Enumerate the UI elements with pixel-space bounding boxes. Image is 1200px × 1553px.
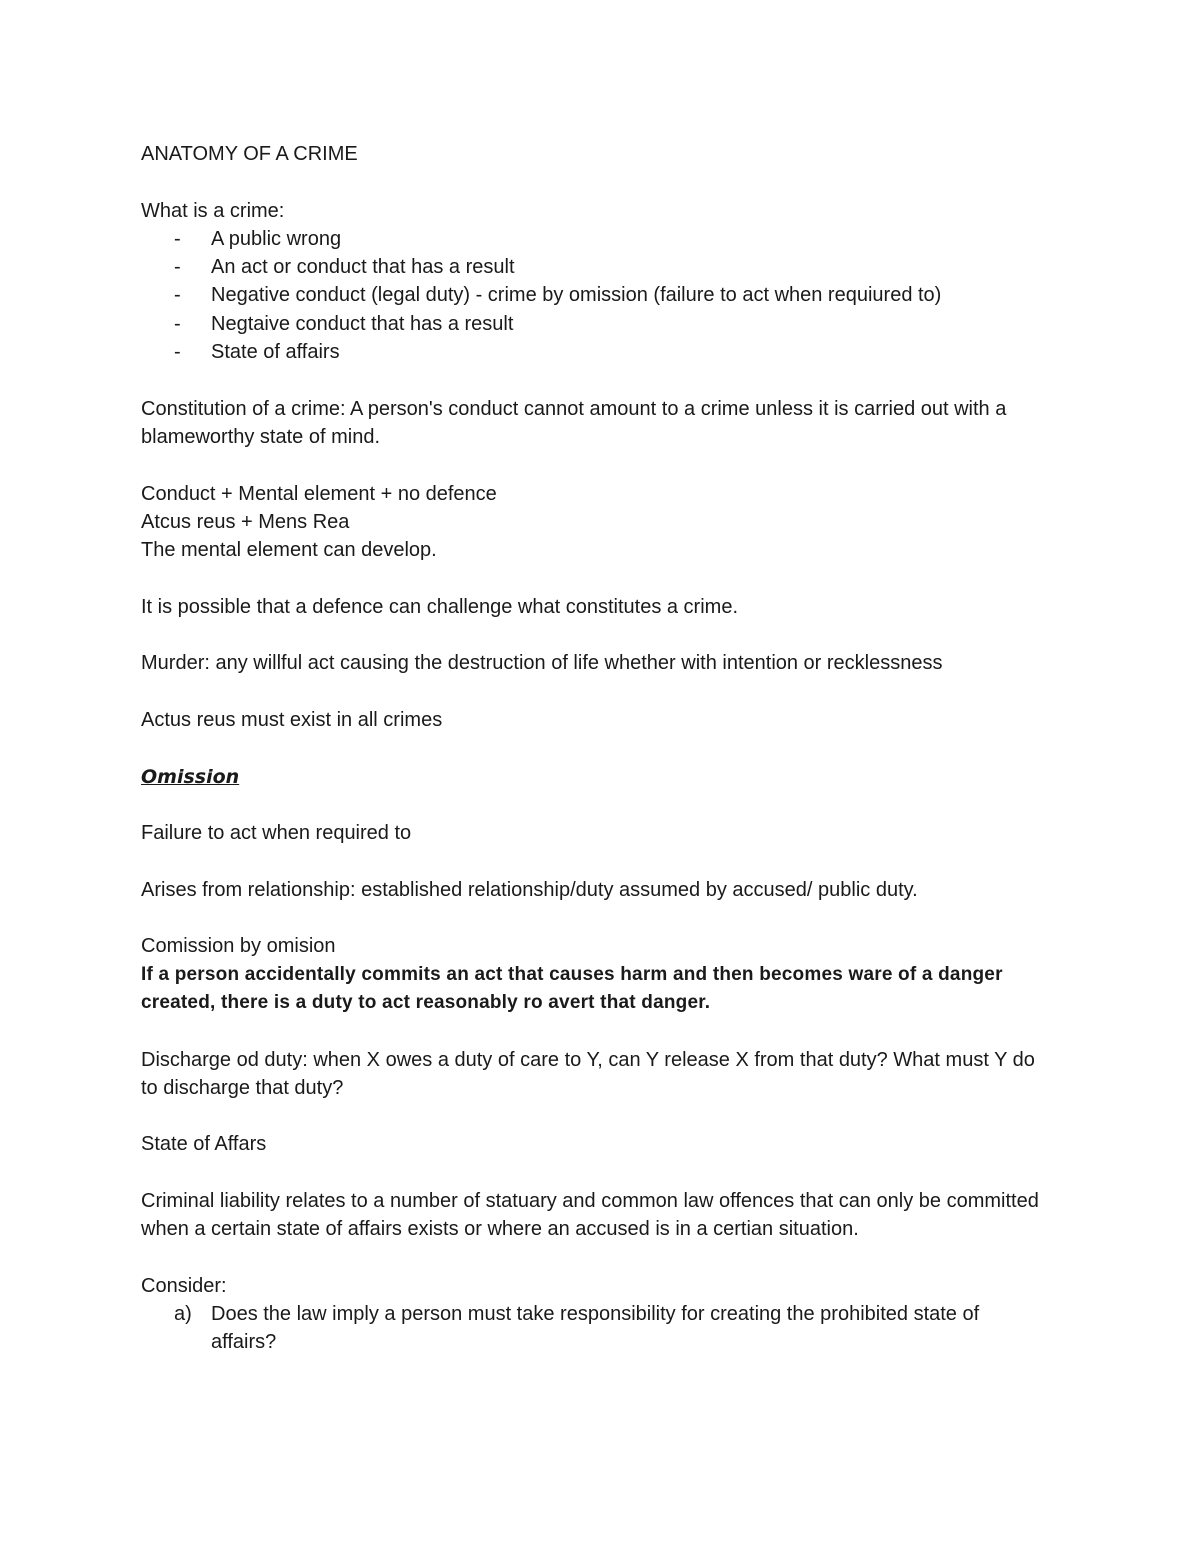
formula-line: The mental element can develop.: [141, 539, 437, 562]
comission-bold-paragraph: If a person accidentally commits an act that causes harm and then becomes ware of a danger created, there is a duty to act reasonably ro avert that danger.: [141, 963, 1003, 1013]
what-is-crime-label: What is a crime:: [141, 199, 285, 222]
list-marker: -: [174, 227, 181, 250]
document-title: ANATOMY OF A CRIME: [141, 143, 358, 165]
liability-paragraph: Criminal liability relates to a number of statuary and common law offences that can only be committed when a certain state of affairs exists or where an accused is in a certian situation.: [141, 1189, 1039, 1241]
comission-label: Comission by omision: [141, 935, 336, 958]
list-item: [141, 225, 1041, 253]
list-item-text: An act or conduct that has a result: [211, 256, 515, 279]
list-item-text: A public wrong: [211, 227, 342, 250]
omission-heading-text: Omission: [141, 765, 240, 788]
list-item-text: Negtaive conduct that has a result: [211, 312, 514, 335]
list-marker: -: [174, 284, 181, 307]
omission-heading: [141, 763, 1041, 791]
consider-list: [141, 1300, 1041, 1357]
list-item: [141, 281, 1041, 309]
list-item: [141, 338, 1041, 366]
list-marker: -: [174, 256, 181, 279]
list-item-text: Does the law imply a person must take responsibility for creating the prohibited state of affairs?: [211, 1303, 980, 1354]
list-marker: -: [174, 312, 181, 335]
murder-paragraph: Murder: any willful act causing the destruction of life whether with intention or recklessness: [141, 652, 943, 675]
list-marker: a): [174, 1303, 192, 1326]
list-marker: -: [174, 341, 181, 364]
what-is-crime-list: [141, 225, 1041, 366]
formula-line: Atcus reus + Mens Rea: [141, 510, 350, 533]
defence-paragraph: It is possible that a defence can challenge what constitutes a crime.: [141, 595, 739, 618]
consider-label: Consider:: [141, 1274, 227, 1297]
list-item: [141, 1300, 1041, 1357]
constitution-paragraph: Constitution of a crime: A person's conduct cannot amount to a crime unless it is carried out with a blameworthy state of mind.: [141, 397, 1007, 448]
actus-reus-paragraph: Actus reus must exist in all crimes: [141, 708, 443, 731]
list-item: [141, 310, 1041, 338]
omission-arises: Arises from relationship: established relationship/duty assumed by accused/ public duty.: [141, 878, 918, 901]
formula-line: Conduct + Mental element + no defence: [141, 482, 497, 505]
discharge-paragraph: Discharge od duty: when X owes a duty of care to Y, can Y release X from that duty? What must Y do to discharge that duty?: [141, 1048, 1035, 1099]
state-of-affairs-heading: State of Affars: [141, 1133, 267, 1156]
list-item: [141, 253, 1041, 281]
document-body: [141, 140, 1041, 1357]
list-item-text: Negative conduct (legal duty) - crime by omission (failure to act when requiured to): [211, 284, 942, 307]
list-item-text: State of affairs: [211, 341, 340, 364]
omission-definition: Failure to act when required to: [141, 822, 412, 845]
